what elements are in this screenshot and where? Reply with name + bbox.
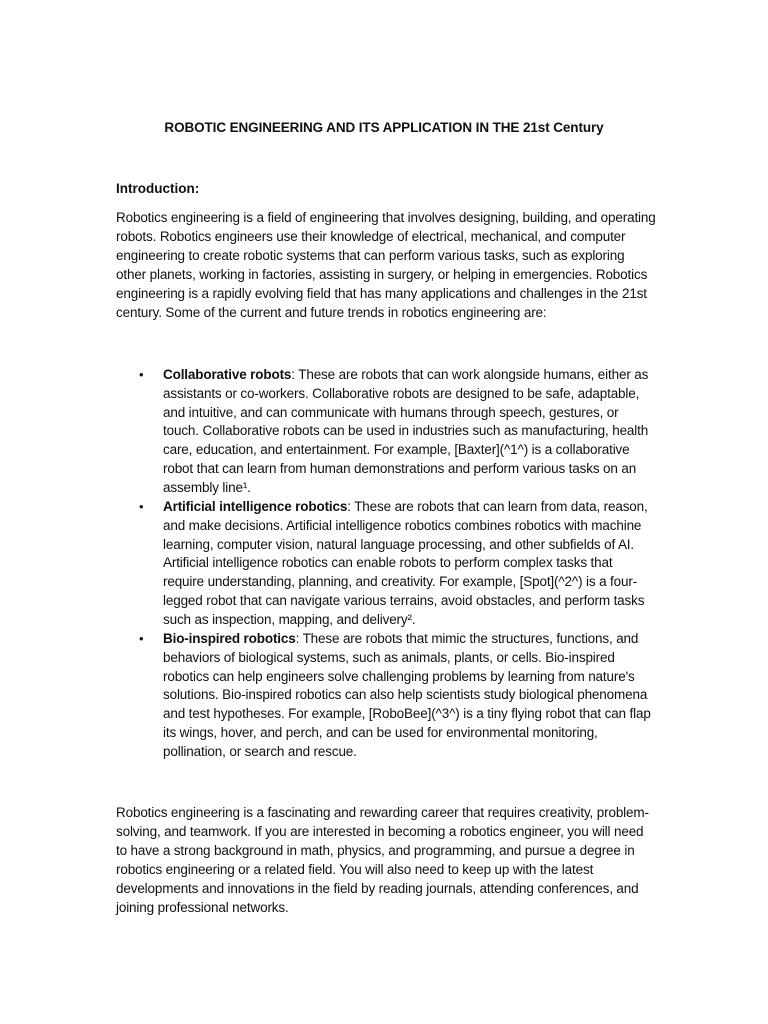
intro-heading: Introduction:: [116, 181, 200, 196]
trends-list: [116, 366, 656, 762]
bullet-term: Bio-inspired robotics: [163, 630, 296, 646]
bullet-term: Collaborative robots: [163, 367, 292, 382]
list-item-ai-robotics: [116, 498, 656, 630]
bullet-text: : These are robots that can learn from data, reason, and make decisions. Artificial intelligence robotics combines robotics with machine learning, computer vision, natural language processing, and other subfields of AI. Artificial intelligence robotics can enable robots to perform complex tasks that require understanding, planning, and creativity. For example, [Spot](^2^) is a four-legged robot that can navigate various terrains, avoid obstacles, and perform tasks such as inspection, mapping, and delivery².: [163, 498, 648, 627]
closing-paragraph: Robotics engineering is a fascinating and rewarding career that requires creativity, problem-solving, and teamwork. If you are interested in becoming a robotics engineer, you will need to have a strong background in math, physics, and programming, and pursue a degree in robotics engineering or a related field. You will also need to keep up with the latest developments and innovations in the field by reading journals, attending conferences, and joining professional networks.: [116, 805, 649, 915]
list-item-bio-inspired-robotics: [116, 630, 656, 762]
bullet-text: : These are robots that mimic the structures, functions, and behaviors of biological systems, such as animals, plants, or cells. Bio-inspired robotics can help engineers solve challenging problems by learning from nature's solutions. Bio-inspired robotics can also help scientists study biological phenomena and test hypotheses. For example, [RoboBee](^3^) is a tiny flying robot that can flap its wings, hover, and perch, and can be used for environmental monitoring, pollination, or search and rescue.: [163, 630, 651, 759]
list-item-collaborative-robots: [116, 366, 656, 498]
bullet-icon: •: [139, 367, 144, 382]
intro-paragraph: Robotics engineering is a field of engineering that involves designing, building, and operating robots. Robotics engineers use their knowledge of electrical, mechanical, and computer engineering to create robotic systems that can perform various tasks, such as exploring other planets, working in factories, assisting in surgery, or helping in emergencies. Robotics engineering is a rapidly evolving field that has many applications and challenges in the 21st century. Some of the current and future trends in robotics engineering are:: [116, 210, 656, 320]
document-title: ROBOTIC ENGINEERING AND ITS APPLICATION IN THE 21st Century: [164, 120, 604, 135]
bullet-icon: •: [139, 498, 144, 514]
bullet-icon: •: [139, 630, 144, 646]
bullet-term: Artificial intelligence robotics: [163, 498, 348, 514]
bullet-text: : These are robots that can work alongside humans, either as assistants or co-workers. Collaborative robots are designed to be safe, adaptable, and intuitive, and can communicate with humans through speech, gestures, or touch. Collaborative robots can be used in industries such as manufacturing, health care, education, and entertainment. For example, [Baxter](^1^) is a collaborative robot that can learn from human demonstrations and perform various tasks on an assembly line¹.: [163, 367, 649, 495]
